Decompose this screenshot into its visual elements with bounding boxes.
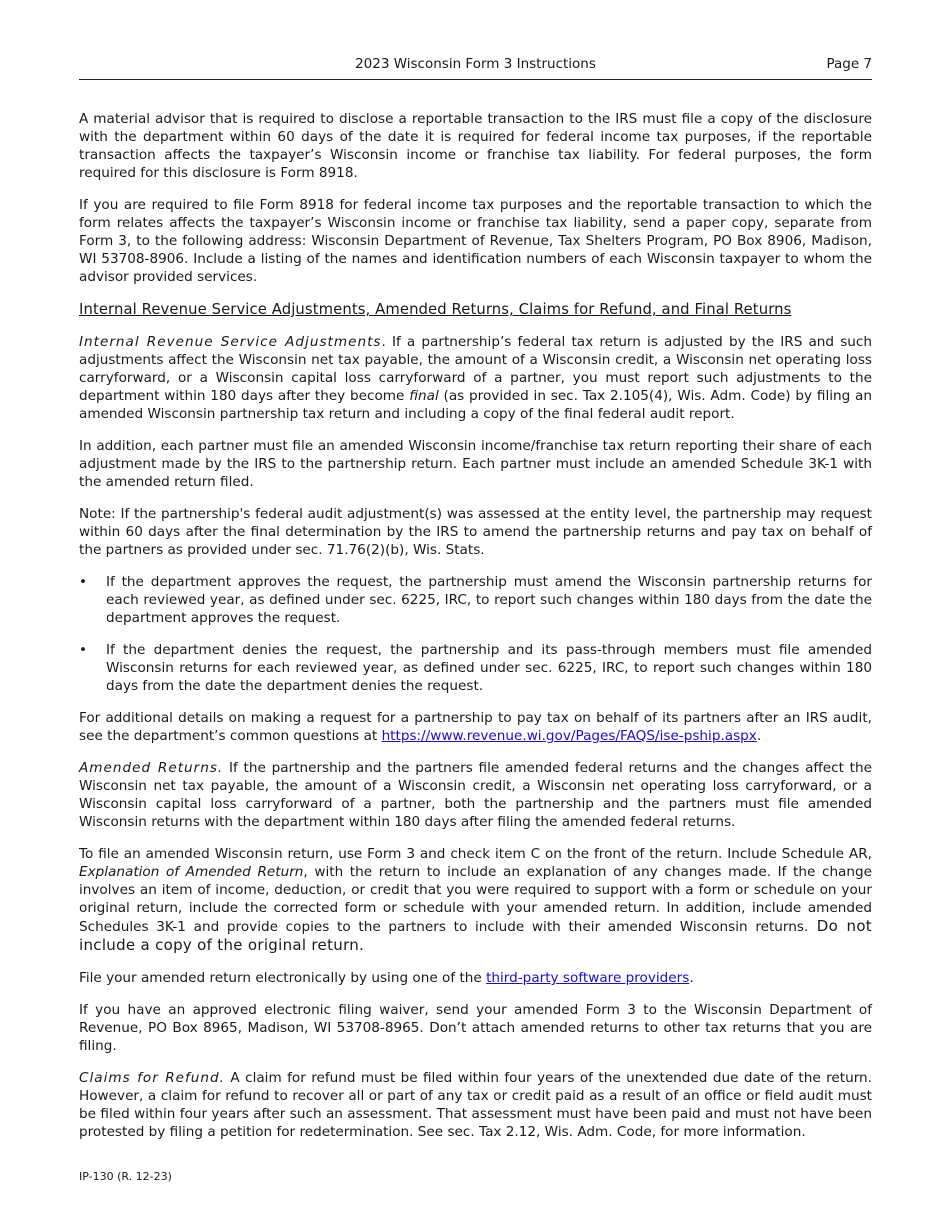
- irs-adjustments-text-b: (as provided in sec. Tax 2.105(4), Wis. Adm. Code) by filing an amended Wisconsin partnership tax return and including a copy of the final federal audit report.: [79, 388, 872, 422]
- bullet-icon: •: [79, 574, 88, 590]
- paragraph-to-file: [79, 845, 872, 955]
- section-heading: Internal Revenue Service Adjustments, Amended Returns, Claims for Refund, and Final Returns: [79, 301, 792, 318]
- final-word: final: [409, 388, 439, 404]
- list-item: [79, 641, 872, 695]
- list-item-text: If the department approves the request, the partnership must amend the Wisconsin partnership returns for each reviewed year, as defined under sec. 6225, IRC, to report such changes within 180 days from the date the department approves the request.: [106, 574, 872, 626]
- page-number: Page 7: [826, 56, 872, 72]
- paragraph-irs-adjustments: [79, 333, 872, 423]
- amended-returns-label: Amended Returns.: [79, 760, 224, 776]
- details-end: .: [756, 728, 762, 744]
- irs-adjustments-text-a: . If a partnership’s federal tax return is adjusted by the IRS and such adjustments affect the Wisconsin net tax payable, the amount of a Wisconsin credit, a Wisconsin net operating loss carryforward, or a Wisconsin capital loss carryforward of a partner, you must report such adjustments to the department within 180 days after they become: [79, 334, 872, 404]
- paragraph-note: Note: If the partnership's federal audit adjustment(s) was assessed at the entity level, the partnership may request within 60 days after the final determination by the IRS to amend the partnership returns and pay tax on behalf of the partners as provided under sec. 71.76(2)(b), Wis. Stats.: [79, 506, 872, 558]
- file-electronic-end: .: [689, 970, 694, 986]
- irs-adjustments-label: Internal Revenue Service Adjustments: [79, 334, 382, 350]
- list-item-text: If the department denies the request, the partnership and its pass-through members must file amended Wisconsin returns for each reviewed year, as defined under sec. 6225, IRC, to report such changes within 180 days from the date the department denies the request.: [106, 642, 872, 694]
- schedule-ar-title: Explanation of Amended Return: [79, 864, 304, 880]
- paragraph-claims-for-refund: [79, 1069, 872, 1141]
- paragraph-additional-details: [79, 709, 872, 745]
- to-file-text-b: , with the return to include an explanation of any changes made. If the change involves an item of income, deduction, or credit that you were required to support with a form or schedule on your original return, include the corrected form or schedule with your amended return. In addition, include amended Schedules 3K-1 and provide copies to the partners to include with their amended Wisconsin returns.: [79, 864, 872, 935]
- paragraph-file-electronically: [79, 969, 872, 987]
- details-text: For additional details on making a request for a partnership to pay tax on behalf of its partners after an IRS audit, see the department’s common questions at: [79, 710, 872, 744]
- paragraph-waiver: If you have an approved electronic filing waiver, send your amended Form 3 to the Wisconsin Department of Revenue, PO Box 8965, Madison, WI 53708-8965. Don’t attach amended returns to other tax returns that you are filing.: [79, 1002, 872, 1054]
- do-not-include-note: Do not include a copy of the original return.: [79, 917, 872, 954]
- document-body: [79, 110, 872, 1155]
- paragraph-material-advisor: A material advisor that is required to disclose a reportable transaction to the IRS must file a copy of the disclosure with the department within 60 days of the date it is required for federal income tax purposes, if the reportable transaction affects the taxpayer’s Wisconsin income or franchise tax liability. For federal purposes, the form required for this disclosure is Form 8918.: [79, 111, 872, 181]
- to-file-text-a: To file an amended Wisconsin return, use Form 3 and check item C on the front of the return. Include Schedule AR,: [79, 846, 872, 862]
- paragraph-form-8918: If you are required to file Form 8918 for federal income tax purposes and the reportable transaction to which the form relates affects the taxpayer’s Wisconsin income or franchise tax liability, send a paper copy, separate from Form 3, to the following address: Wisconsin Department of Revenue, Tax Shelters Program, PO Box 8906, Madison, WI 53708-8906. Include a listing of the names and identification numbers of each Wisconsin taxpayer to whom the advisor provided services.: [79, 197, 872, 285]
- software-providers-link[interactable]: third-party software providers: [486, 970, 690, 986]
- bullet-list: [79, 573, 872, 695]
- faq-link[interactable]: https://www.revenue.wi.gov/Pages/FAQS/ise-pship.aspx: [381, 728, 757, 744]
- paragraph-in-addition: In addition, each partner must file an amended Wisconsin income/franchise tax return reporting their share of each adjustment made by the IRS to the partnership return. Each partner must include an amended Schedule 3K-1 with the amended return filed.: [79, 438, 872, 490]
- file-electronic-text: File your amended return electronically by using one of the: [79, 970, 487, 986]
- page-footer: IP-130 (R. 12-23): [79, 1170, 172, 1183]
- claims-label: Claims for Refund.: [79, 1070, 225, 1086]
- paragraph-amended-returns: [79, 759, 872, 831]
- list-item: [79, 573, 872, 627]
- amended-returns-text: If the partnership and the partners file amended federal returns and the changes affect the Wisconsin net tax payable, the amount of a Wisconsin credit, a Wisconsin net operating loss carryforward, or a Wisconsin capital loss carryforward of a partner, both the partnership and the partners must file amended Wisconsin returns with the department within 180 days after filing the amended federal returns.: [79, 760, 872, 830]
- bullet-icon: •: [79, 642, 88, 658]
- document-title: 2023 Wisconsin Form 3 Instructions: [355, 56, 596, 72]
- page-header: [79, 55, 872, 80]
- claims-text: A claim for refund must be filed within four years of the unextended due date of the return. However, a claim for refund to recover all or part of any tax or credit paid as a result of an office or field audit must be filed within four years after such an assessment. That assessment must have been paid and must not have been protested by filing a petition for redetermination. See sec. Tax 2.12, Wis. Adm. Code, for more information.: [79, 1070, 872, 1140]
